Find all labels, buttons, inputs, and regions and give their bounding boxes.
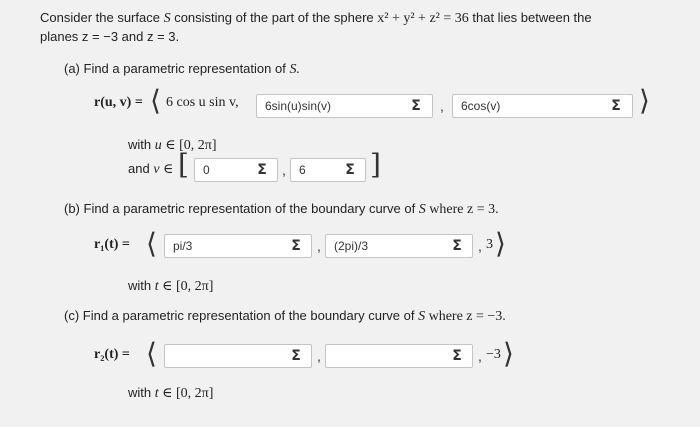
input-value: 0 [203,163,210,177]
part-a-v-range-label [128,161,173,178]
left-angle-bracket: ⟨ [146,227,157,260]
part-c-prompt [64,308,506,325]
part-a-prompt [64,61,300,78]
part-a-z-input[interactable] [452,94,633,118]
input-value: (2pi)/3 [334,239,369,253]
question-text: that lies between the [468,10,592,25]
prompt-text: (b) Find a parametric representation of the boundary curve of [64,201,419,216]
right-angle-bracket: ⟩ [495,227,506,260]
right-angle-bracket: ⟩ [639,84,650,117]
comma-separator: , [478,238,482,254]
prompt-text: where z = −3. [425,309,506,324]
sigma-icon[interactable]: Σ [291,348,301,364]
part-a-v-low-input[interactable] [194,158,278,182]
sigma-icon[interactable]: Σ [291,238,301,254]
part-c-t-range [128,385,213,402]
input-value: pi/3 [173,239,193,253]
input-value: 6cos(v) [461,99,501,113]
input-value: 6sin(u)sin(v) [265,99,332,113]
comma-separator: , [317,238,321,254]
prompt-text: (a) Find a parametric representation of [64,61,290,76]
part-b-x-input[interactable] [164,234,312,258]
range-text: ∈ [159,162,174,177]
left-angle-bracket: ⟨ [146,337,157,370]
part-c-x-input[interactable] [164,344,312,368]
left-angle-bracket: ⟨ [150,84,161,117]
question-line-2: planes z = −3 and z = 3. [40,29,180,44]
range-var: t [154,279,159,294]
question-line-1 [40,10,592,27]
part-b-y-input[interactable] [325,234,473,258]
range-text: with [128,137,155,152]
part-c-lhs: r₂(t) = [94,347,130,362]
left-bracket: [ [178,148,189,181]
comma-separator: , [440,98,444,114]
range-text: ∈ [0, 2π] [158,279,214,294]
range-text: with [128,278,155,293]
comma-separator: , [317,348,321,364]
sigma-icon[interactable]: Σ [452,238,462,254]
comma-separator: , [478,348,482,364]
sigma-icon[interactable]: Σ [345,162,355,178]
part-b-z-const: 3 [486,237,493,252]
part-b-prompt [64,201,499,218]
prompt-text: (c) Find a parametric representation of the boundary curve of [64,308,419,323]
sigma-icon[interactable]: Σ [452,348,462,364]
range-var: u [154,138,162,153]
prompt-text: where z = 3. [425,202,499,217]
prompt-var: S [418,309,426,324]
question-text: consisting of the part of the sphere [170,10,378,25]
prompt-var: S [418,202,426,217]
sigma-icon[interactable]: Σ [257,162,267,178]
range-text: ∈ [0, 2π] [161,138,217,153]
part-b-lhs: r₁(t) = [94,237,130,252]
part-a-v-high-input[interactable] [290,158,366,182]
comma-separator: , [282,162,286,178]
right-bracket: ] [370,148,381,181]
part-a-lhs: r(u, v) = [94,95,143,110]
part-c-y-input[interactable] [325,344,473,368]
range-text: with [128,385,155,400]
surface-var: S [163,11,171,26]
given-x-component: 6 cos u sin v, [166,95,239,110]
range-var: t [154,386,159,401]
part-a-y-input[interactable] [256,94,433,118]
sigma-icon[interactable]: Σ [411,98,421,114]
sphere-equation: x² + y² + z² = 36 [377,11,469,26]
range-var: v [153,162,160,177]
input-value: 6 [299,163,306,177]
right-angle-bracket: ⟩ [503,337,514,370]
part-c-z-const: −3 [486,347,501,362]
prompt-var: S. [289,62,300,77]
sigma-icon[interactable]: Σ [611,98,621,114]
range-text: and [128,161,154,176]
part-a-u-range [128,137,217,154]
part-b-t-range [128,278,213,295]
range-text: ∈ [0, 2π] [158,386,214,401]
question-text: Consider the surface [40,10,164,25]
